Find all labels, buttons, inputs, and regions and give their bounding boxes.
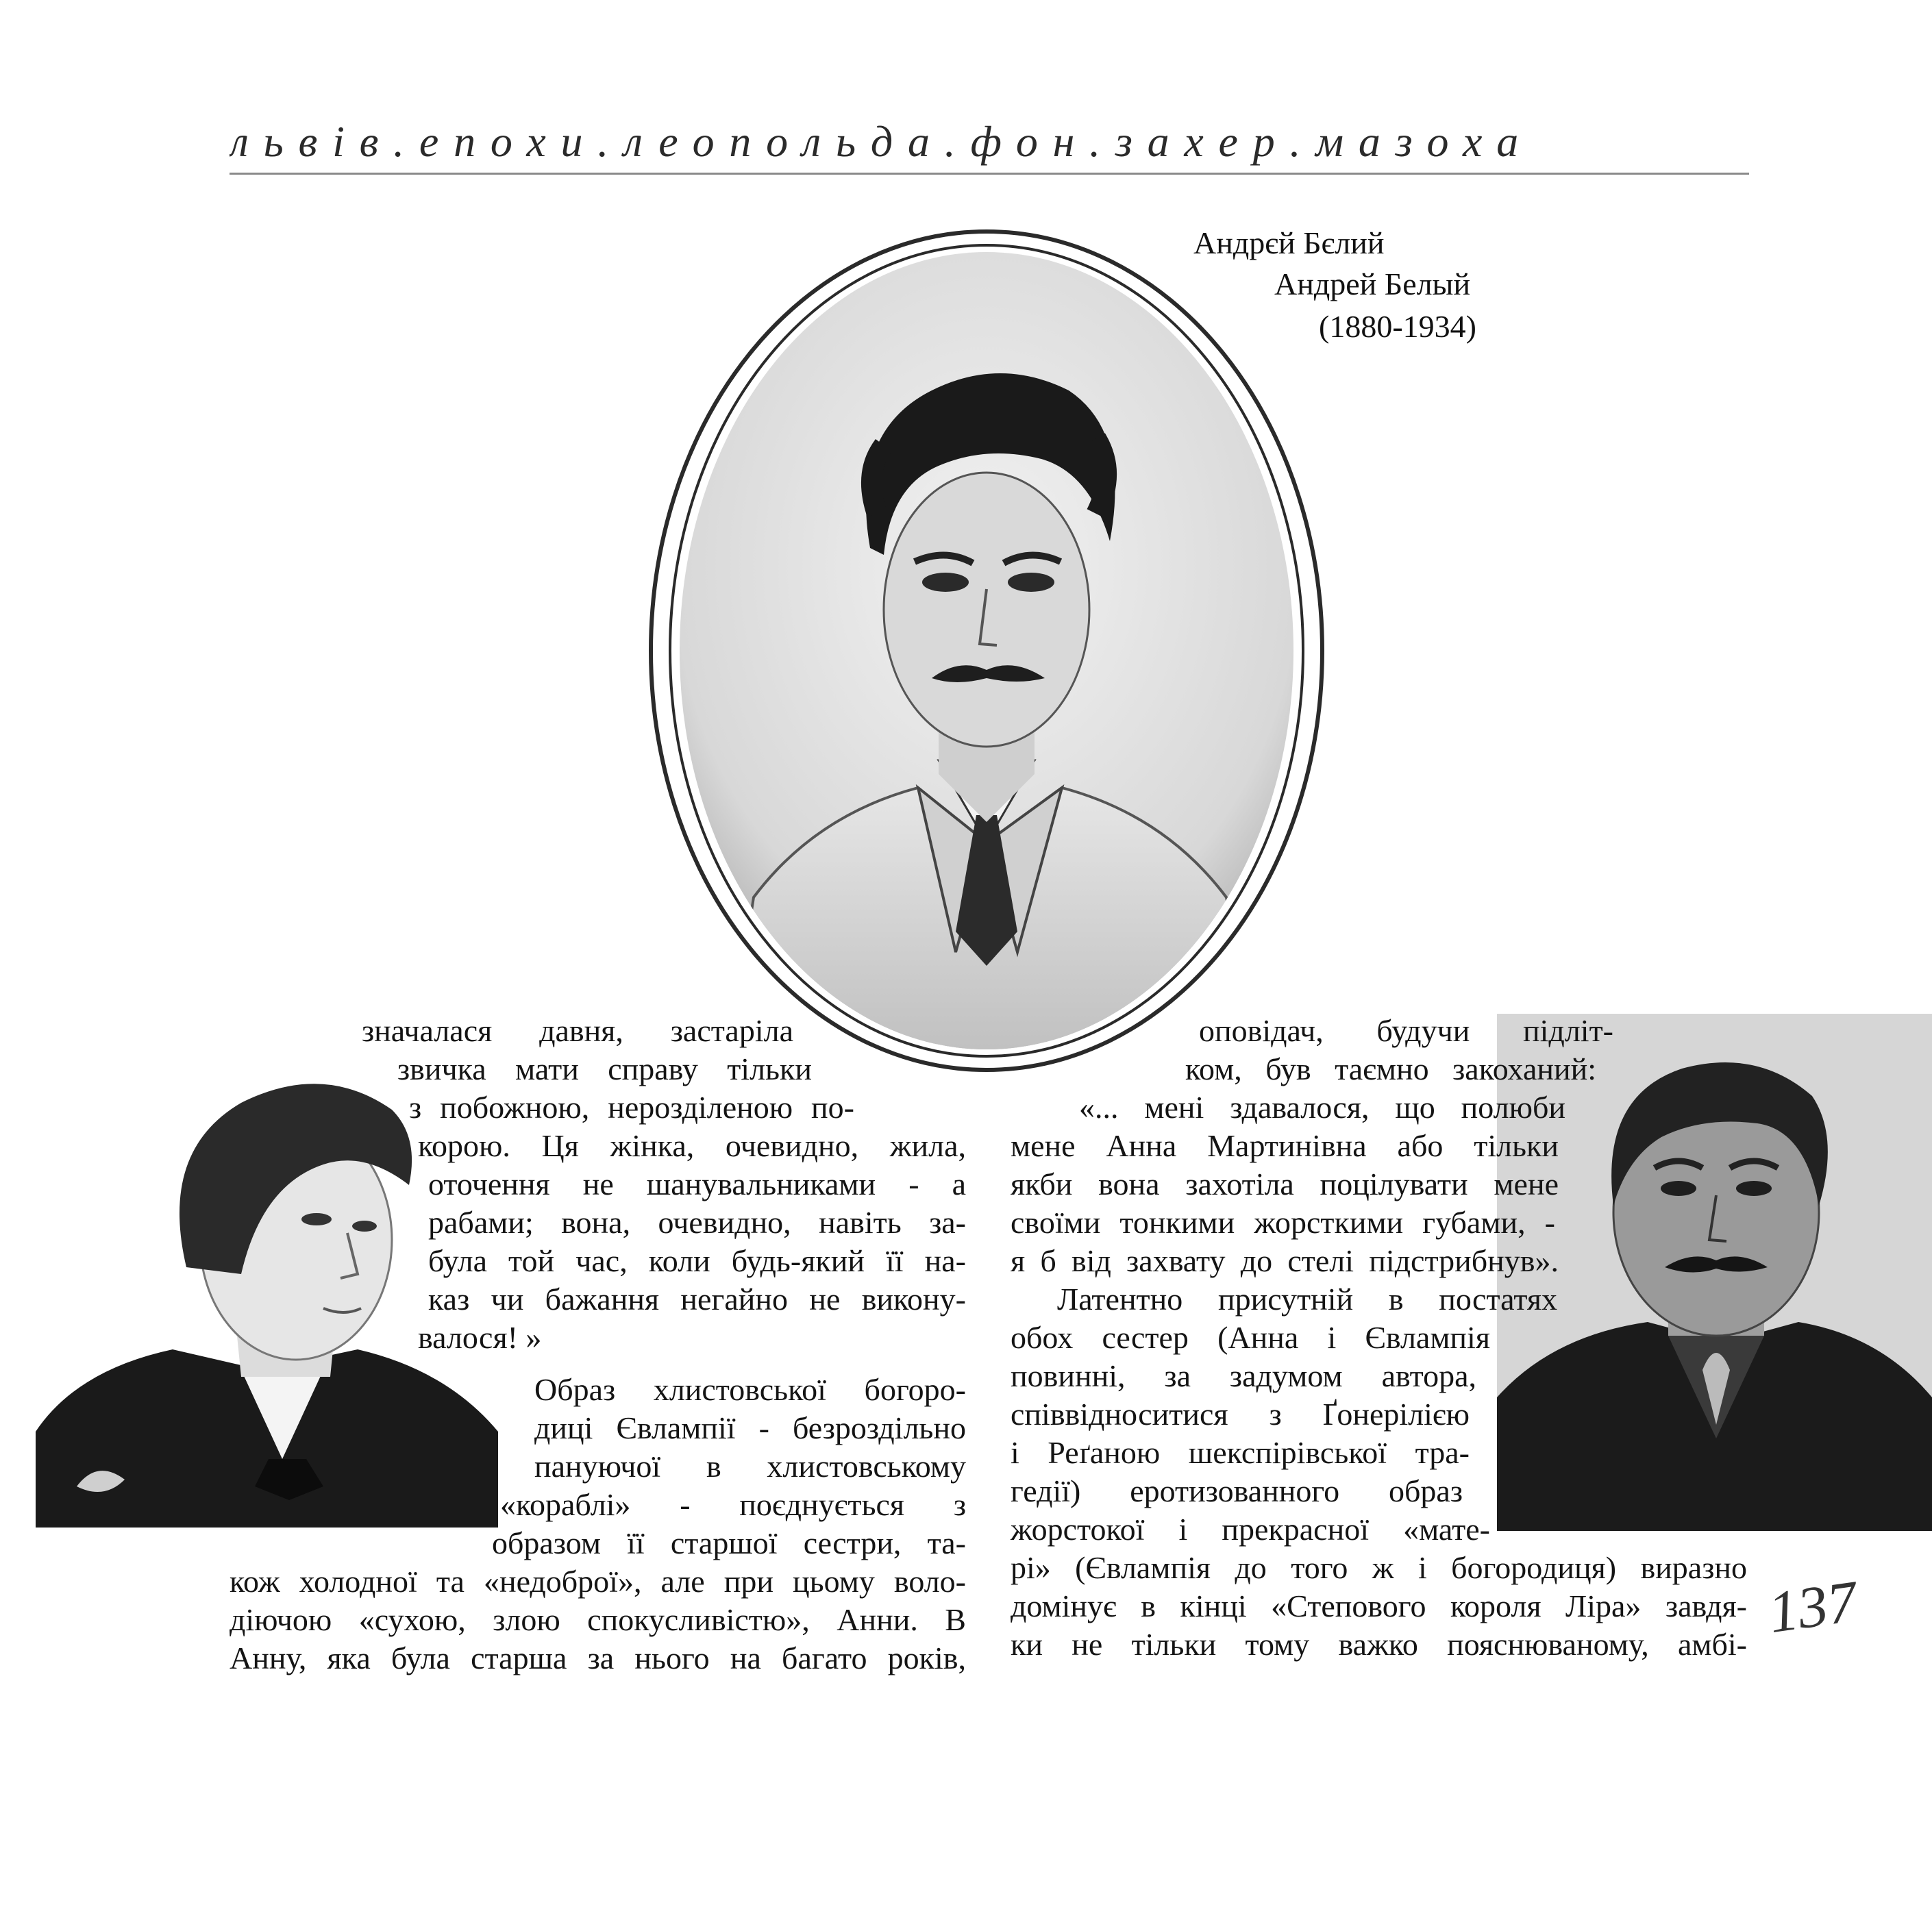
right-line: гедії) еротизованного образ [1011,1473,1463,1508]
page-number: 137 [1764,1568,1861,1646]
left-line: була той час, коли будь-який її на- [428,1243,966,1278]
right-line: ком, був таємно закоханий: [1185,1051,1596,1086]
left-line: корою. Ця жінка, очевидно, жила, [418,1128,966,1163]
left-line: диці Євлампії - безроздільно [534,1410,966,1445]
right-line: і Реґаною шекспірівської тра- [1011,1435,1470,1470]
right-line: оповідач, будучи підліт- [1199,1013,1613,1048]
left-line: рабами; вона, очевидно, навіть за- [428,1205,966,1240]
left-line: діючою «сухою, злою спокусливістю», Анни. В [230,1602,966,1637]
right-line: повинні, за задумом автора, [1011,1358,1476,1393]
right-line: мене Анна Мартинівна або тільки [1011,1128,1559,1163]
left-line: «кораблі» - поєднується з [500,1487,966,1522]
left-line: Образ хлистовської богоро- [534,1372,966,1407]
left-line: кож холодної та «недоброї», але при цьому воло- [230,1564,966,1599]
left-line: пануючої в хлистовському [534,1449,966,1484]
left-line: звичка мати справу тільки [397,1051,812,1086]
left-line: значалася давня, застаріла [362,1013,793,1048]
left-line: Анну, яка була старша за нього на багато років, [230,1641,966,1675]
portrait-caption-years: (1880-1934) [1319,309,1476,344]
left-line: оточення не шанувальниками - а [428,1167,966,1201]
left-line: валося! » [418,1320,542,1355]
right-line: своїми тонкими жорсткими губами, - [1011,1205,1555,1240]
left-line: каз чи бажання негайно не викону- [428,1282,966,1317]
right-line: співвідноситися з Ґонерілією [1011,1397,1470,1432]
right-line: жорстокої і прекрасної «мате- [1011,1512,1490,1547]
portrait-andrei-bely [644,226,1329,1075]
right-line: Латентно присутній в постатях [1057,1282,1557,1317]
portrait-caption-russian: Андрей Белый [1274,266,1471,301]
portrait-caption-ukrainian: Андрєй Бєлий [1193,225,1385,260]
right-line: я б від захвату до стелі підстрибнув». [1011,1243,1559,1278]
right-line: «... мені здавалося, що полюби [1079,1090,1565,1125]
right-line: домінує в кінці «Степового короля Ліра» завдя- [1011,1588,1747,1623]
left-line: з побожною, нерозділеною по- [409,1090,854,1125]
right-line: ки не тільки тому важко пояснюваному, амбі- [1011,1627,1747,1662]
header-rule [230,173,1749,175]
left-line: образом її старшої сестри, та- [492,1525,966,1560]
right-line: рі» (Євлампія до того ж і богородиця) виразно [1011,1550,1747,1585]
running-header: львів.епохи.леопольда.фон.захер.мазоха [230,117,1534,166]
right-line: якби вона захотіла поцілувати мене [1011,1167,1559,1201]
right-line: обох сестер (Анна і Євлампія [1011,1320,1490,1355]
